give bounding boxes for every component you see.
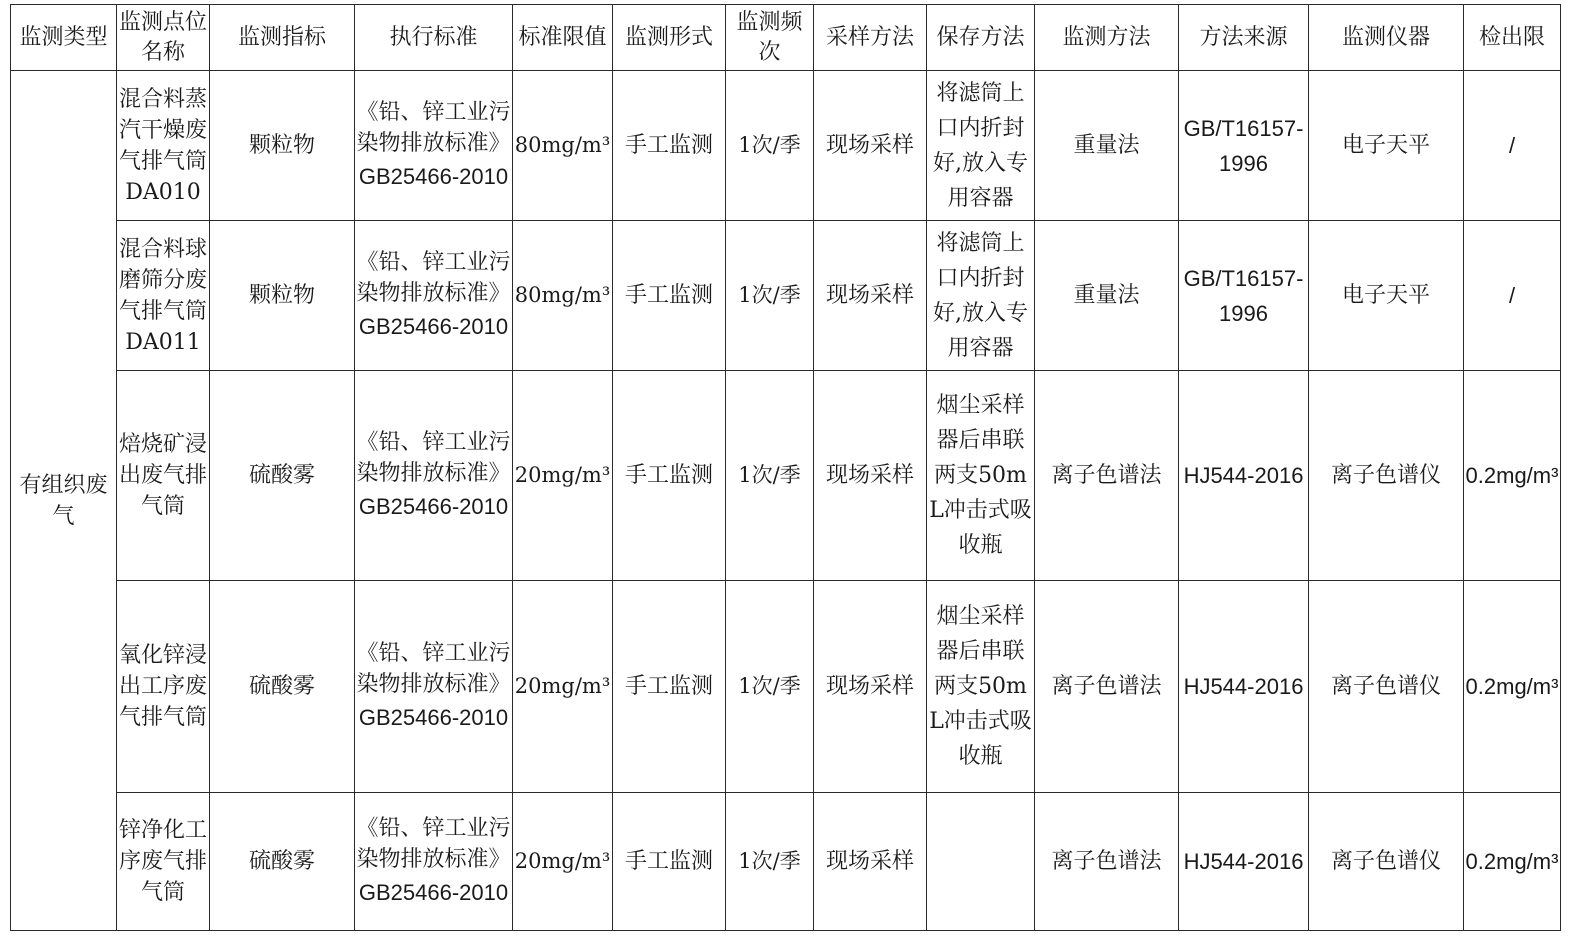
- header-cell: 执行标准: [355, 5, 513, 71]
- form-cell: 手工监测: [613, 221, 726, 371]
- storage-cell: [927, 793, 1035, 931]
- instrument-cell: 离子色谱仪: [1309, 581, 1464, 793]
- sampling-cell: 现场采样: [814, 71, 927, 221]
- source-cell: HJ544-2016: [1179, 371, 1309, 581]
- standard-name: 《铅、锌工业污染物排放标准》: [356, 641, 511, 697]
- method-cell: 重量法: [1035, 221, 1179, 371]
- method-cell: 离子色谱法: [1035, 371, 1179, 581]
- standard-name: 《铅、锌工业污染物排放标准》: [356, 100, 511, 156]
- storage-cell: 烟尘采样器后串联两支50mL冲击式吸收瓶: [927, 371, 1035, 581]
- method-cell: 离子色谱法: [1035, 581, 1179, 793]
- header-cell: 采样方法: [814, 5, 927, 71]
- instrument-cell: 离子色谱仪: [1309, 793, 1464, 931]
- location-cell: 焙烧矿浸出废气排气筒: [117, 371, 210, 581]
- limit-cell: 20mg/m³: [513, 371, 613, 581]
- storage-cell: 烟尘采样器后串联两支50mL冲击式吸收瓶: [927, 581, 1035, 793]
- table-row: [11, 221, 1561, 371]
- standard-cell: [355, 371, 513, 581]
- method-cell: 重量法: [1035, 71, 1179, 221]
- standard-code: GB25466-2010: [358, 705, 509, 730]
- source-cell: GB/T16157-1996: [1179, 221, 1309, 371]
- header-cell: 监测类型: [11, 5, 117, 71]
- location-cell: 锌净化工序废气排气筒: [117, 793, 210, 931]
- method-cell: 离子色谱法: [1035, 793, 1179, 931]
- header-cell: 监测仪器: [1309, 5, 1464, 71]
- source-cell: HJ544-2016: [1179, 581, 1309, 793]
- header-cell: 监测形式: [613, 5, 726, 71]
- instrument-cell: 电子天平: [1309, 221, 1464, 371]
- standard-name: 《铅、锌工业污染物排放标准》: [356, 430, 511, 486]
- instrument-cell: 离子色谱仪: [1309, 371, 1464, 581]
- location-cell: 混合料球磨筛分废气排气筒DA011: [117, 221, 210, 371]
- indicator-cell: 颗粒物: [210, 221, 355, 371]
- frequency-cell: 1次/季: [726, 371, 814, 581]
- table-row: [11, 581, 1561, 793]
- detection-limit-cell: 0.2mg/m³: [1464, 581, 1561, 793]
- indicator-cell: 硫酸雾: [210, 371, 355, 581]
- header-cell: 标准限值: [513, 5, 613, 71]
- standard-name: 《铅、锌工业污染物排放标准》: [356, 816, 511, 872]
- standard-cell: [355, 581, 513, 793]
- standard-code: GB25466-2010: [358, 494, 509, 519]
- table-row: [11, 371, 1561, 581]
- indicator-cell: 硫酸雾: [210, 581, 355, 793]
- frequency-cell: 1次/季: [726, 581, 814, 793]
- detection-limit-cell: /: [1464, 71, 1561, 221]
- header-row: [11, 5, 1561, 71]
- header-cell: 方法来源: [1179, 5, 1309, 71]
- standard-cell: [355, 71, 513, 221]
- table-row: [11, 793, 1561, 931]
- frequency-cell: 1次/季: [726, 793, 814, 931]
- detection-limit-cell: 0.2mg/m³: [1464, 371, 1561, 581]
- storage-cell: 将滤筒上口内折封好,放入专用容器: [927, 71, 1035, 221]
- standard-cell: [355, 793, 513, 931]
- header-cell: 检出限: [1464, 5, 1561, 71]
- limit-cell: 20mg/m³: [513, 581, 613, 793]
- header-cell: 保存方法: [927, 5, 1035, 71]
- header-cell: 监测点位名称: [117, 5, 210, 71]
- standard-code: GB25466-2010: [358, 880, 509, 905]
- table-row: [11, 71, 1561, 221]
- header-cell: 监测频次: [726, 5, 814, 71]
- detection-limit-cell: 0.2mg/m³: [1464, 793, 1561, 931]
- standard-name: 《铅、锌工业污染物排放标准》: [356, 250, 511, 306]
- monitoring-table: [10, 4, 1561, 931]
- location-cell: 氧化锌浸出工序废气排气筒: [117, 581, 210, 793]
- header-cell: 监测方法: [1035, 5, 1179, 71]
- category-cell: 有组织废气: [11, 71, 117, 931]
- location-cell: 混合料蒸汽干燥废气排气筒DA010: [117, 71, 210, 221]
- instrument-cell: 电子天平: [1309, 71, 1464, 221]
- form-cell: 手工监测: [613, 581, 726, 793]
- standard-code: GB25466-2010: [358, 314, 509, 339]
- sampling-cell: 现场采样: [814, 793, 927, 931]
- limit-cell: 20mg/m³: [513, 793, 613, 931]
- indicator-cell: 硫酸雾: [210, 793, 355, 931]
- source-cell: GB/T16157-1996: [1179, 71, 1309, 221]
- frequency-cell: 1次/季: [726, 221, 814, 371]
- header-cell: 监测指标: [210, 5, 355, 71]
- frequency-cell: 1次/季: [726, 71, 814, 221]
- limit-cell: 80mg/m³: [513, 221, 613, 371]
- standard-cell: [355, 221, 513, 371]
- indicator-cell: 颗粒物: [210, 71, 355, 221]
- form-cell: 手工监测: [613, 793, 726, 931]
- form-cell: 手工监测: [613, 71, 726, 221]
- source-cell: HJ544-2016: [1179, 793, 1309, 931]
- sampling-cell: 现场采样: [814, 581, 927, 793]
- sampling-cell: 现场采样: [814, 221, 927, 371]
- sampling-cell: 现场采样: [814, 371, 927, 581]
- form-cell: 手工监测: [613, 371, 726, 581]
- limit-cell: 80mg/m³: [513, 71, 613, 221]
- storage-cell: 将滤筒上口内折封好,放入专用容器: [927, 221, 1035, 371]
- standard-code: GB25466-2010: [358, 164, 509, 189]
- detection-limit-cell: /: [1464, 221, 1561, 371]
